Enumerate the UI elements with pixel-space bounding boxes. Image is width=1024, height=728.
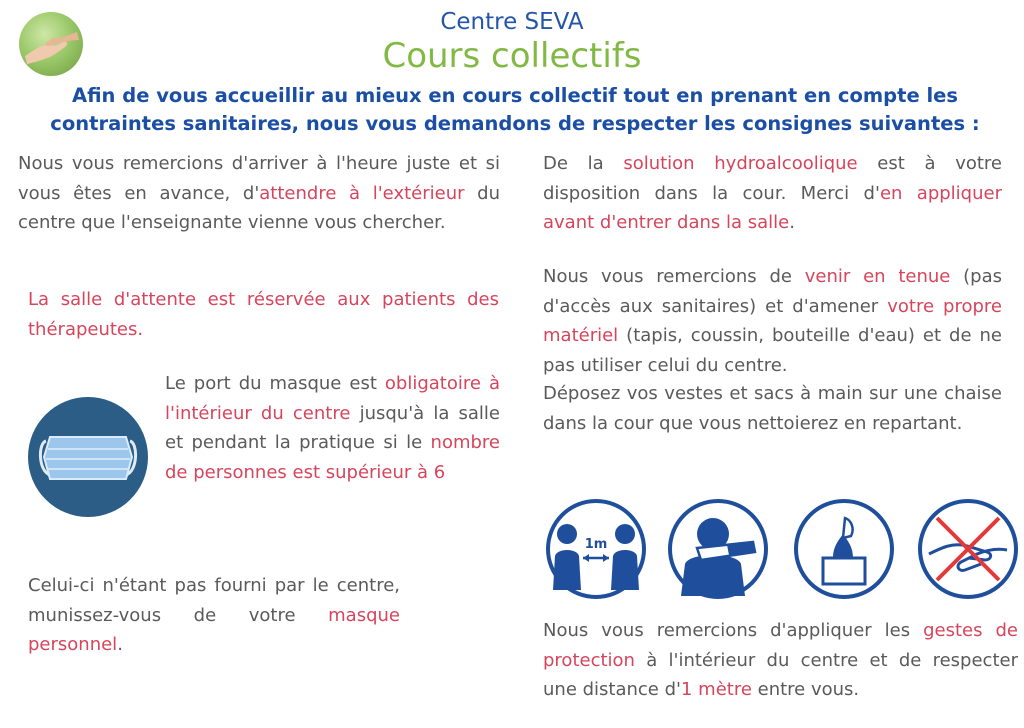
right-paragraph-coats: Déposez vos vestes et sacs à main sur une chaise dans la cour que vous nettoierez en repartant. xyxy=(543,383,1002,434)
left-paragraph-waiting-room: La salle d'attente est réservée aux patients des thérapeutes. xyxy=(28,289,499,340)
no-handshake-icon xyxy=(917,498,1019,600)
page-title: Cours collectifs xyxy=(382,36,642,76)
cough-elbow-icon xyxy=(667,498,769,600)
center-name: Centre SEVA xyxy=(440,9,584,35)
left-paragraph-arrival: Nous vous remercions d'arriver à l'heure juste et si vous êtes en avance, d'attendre à l'extérieur du centre que l'enseignante vienne vous chercher. xyxy=(18,153,500,233)
tissue-box-icon xyxy=(793,498,895,600)
left-paragraph-own-mask: Celui-ci n'étant pas fourni par le centre, munissez-vous de votre masque personnel. xyxy=(28,575,400,655)
left-paragraph-mask-rule: Le port du masque est obligatoire à l'intérieur du centre jusqu'à la salle et pendant la pratique si le nombre de personnes est supérieur à 6 xyxy=(165,373,501,483)
face-mask-icon xyxy=(28,397,148,517)
intro-text: Afin de vous accueillir au mieux en cours collectif tout en prenant en compte les contraintes sanitaires, nous vous demandons de respecter les consignes suivantes : xyxy=(50,84,980,135)
distance-1m-icon xyxy=(545,498,647,600)
right-paragraph-sanitizer: De la solution hydroalcoolique est à votre disposition dans la cour. Merci d'en appliquer avant d'entrer dans la salle. xyxy=(543,153,1002,233)
right-paragraph-protection: Nous vous remercions d'appliquer les gestes de protection à l'intérieur du centre et de respecter une distance d'1 mètre entre vous. xyxy=(543,620,1019,700)
distance-label: 1m xyxy=(584,537,608,552)
right-paragraph-equipment: Nous vous remercions de venir en tenue (pas d'accès aux sanitaires) et d'amener votre propre matériel (tapis, coussin, bouteille d'eau) et de ne pas utiliser celui du centre. xyxy=(543,266,1002,376)
